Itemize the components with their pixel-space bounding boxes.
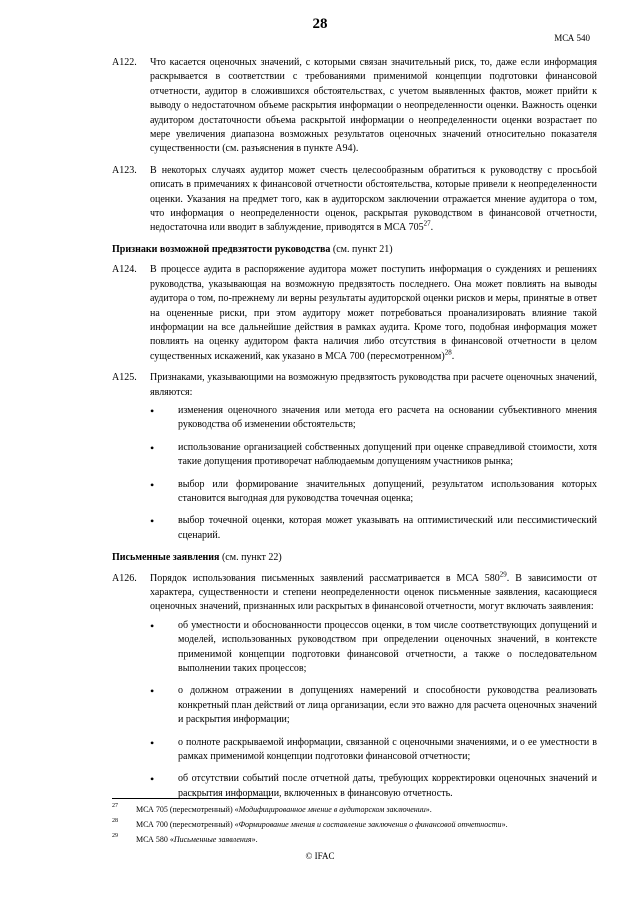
bullet-list <box>150 404 597 543</box>
footnote-divider <box>112 798 272 799</box>
footnote-mark: 29 <box>112 833 118 839</box>
standard-code: МСА 540 <box>554 33 590 43</box>
list-item <box>150 514 597 543</box>
footnote-28 <box>112 820 597 829</box>
section-heading-written-representations <box>112 551 597 565</box>
list-item-text: изменения оценочного значения или метода его расчета на основании субъективного мнения руководства об изменении обстоятельств; <box>178 404 597 431</box>
footnote-title: Письменные заявления <box>173 835 252 844</box>
paragraph-a122 <box>112 56 597 157</box>
bullet-icon: • <box>150 618 155 633</box>
footnote-end: ». <box>501 820 508 829</box>
list-item-text: выбор точечной оценки, которая может указывать на оптимистический или пессимистический сценарий. <box>178 515 597 541</box>
footnote-title: Формирование мнения и составление заключения о финансовой отчетности <box>238 820 502 829</box>
section-heading-ref: (см. пункт 21) <box>330 243 393 255</box>
footnote-title: Модифицированное мнение в аудиторском заключении <box>238 805 426 814</box>
paragraph-tail: . В зависимости от характера, существенности и степени неопределенности оценок письменные заявления, касающиеся оценочных значений, признанных или раскрытых в финансовой отчетности, могут включать заявления: <box>150 572 597 613</box>
paragraph-a126 <box>112 572 597 802</box>
paragraph-text: В процессе аудита в распоряжение аудитора может поступить информация о суждениях и решениях руководства, указывающая на возможную предвзятость последнего. Она может повлиять на выводы аудитора о том, по-прежнему ли верны результаты аудиторской оценки рисков и меры, принятые в ответ на оцененные риски, при этом аудитору может потребоваться проанализировать влияние такой информации на все дальнейшие действия в рамках аудита. Кроме того, подобная информация может повлиять на оценку аудитором факта наличия либо отсутствия в финансовой отчетности в целом существенных искажений, как указано в МСА 700 (пересмотренном) <box>150 264 597 362</box>
list-item-text: выбор или формирование значительных допущений, результатом использования которых становится выгодная для руководства точечная оценка; <box>178 478 597 504</box>
footnote-29 <box>112 835 597 844</box>
footnote-ref[interactable]: 29 <box>499 570 507 579</box>
paragraph-tail: . <box>451 350 455 362</box>
footnote-text: МСА 580 « <box>136 835 174 844</box>
list-item <box>150 736 597 765</box>
list-item-text: использование организацией собственных допущений при оценке справедливой стоимости, хотя такие допущения противоречат наблюдаемым допущениям участников рынка; <box>178 441 597 468</box>
list-item <box>150 772 597 801</box>
list-item-text: об уместности и обоснованности процессов оценки, в том числе соответствующих допущений и моделей, использованных руководством при определении оценочных значений, в контексте применимой концепции подготовки финансовой отчетности, а также о последовательном выполнении таких процессов; <box>178 619 597 675</box>
bullet-icon: • <box>150 735 155 750</box>
footnote-text: МСА 705 (пересмотренный) « <box>136 805 239 814</box>
bullet-icon: • <box>150 514 155 529</box>
paragraph-a123 <box>112 164 597 236</box>
paragraph-text: Что касается оценочных значений, с которыми связан значительный риск, то, даже если информация раскрывается в соответствии с требованиями применимой концепции подготовки финансовой отчетности, аудитор в сложившихся обстоятельствах, с учетом выявленных фактов, может прийти к выводу о недостаточном объеме раскрытия информации о неопределенности оценки. Важность оценки аудитором достаточности объема раскрытой информации о неопределенности оценки возрастает по мере увеличения диапазона возможных результатов оценочных значений относительно показателя существенности (см. разъяснения в пункте A94). <box>150 57 597 155</box>
footnotes <box>112 798 597 850</box>
footnote-ref[interactable]: 27 <box>423 220 431 229</box>
bullet-list <box>150 619 597 801</box>
paragraph-number: A126. <box>112 572 137 584</box>
page-number: 28 <box>312 16 328 32</box>
footnote-mark: 27 <box>112 803 118 809</box>
paragraph-text: Порядок использования письменных заявлений рассматривается в МСА 580 <box>150 572 500 584</box>
footnote-ref[interactable]: 28 <box>444 348 452 357</box>
paragraph-a125 <box>112 371 597 543</box>
paragraph-a124 <box>112 263 597 364</box>
section-heading-title: Письменные заявления <box>112 552 220 564</box>
section-heading-ref: (см. пункт 22) <box>219 552 282 564</box>
list-item <box>150 619 597 677</box>
body-content <box>112 56 597 809</box>
bullet-icon: • <box>150 477 155 492</box>
section-heading-title: Признаки возможной предвзятости руководства <box>112 243 331 255</box>
list-item <box>150 684 597 727</box>
paragraph-number: A124. <box>112 264 137 276</box>
footnote-text: МСА 700 (пересмотренный) « <box>136 820 239 829</box>
paragraph-tail: . <box>430 222 434 234</box>
list-item <box>150 478 597 507</box>
paragraph-text: Признаками, указывающими на возможную предвзятость руководства при расчете оценочных значений, являются: <box>150 372 597 398</box>
copyright-footer: © IFAC <box>305 851 335 861</box>
footnote-mark: 28 <box>112 818 118 824</box>
paragraph-number: A125. <box>112 372 137 384</box>
footnote-27 <box>112 805 597 814</box>
bullet-icon: • <box>150 403 155 418</box>
list-item <box>150 404 597 433</box>
list-item-text: об отсутствии событий после отчетной даты, требующих корректировки оценочных значений и раскрытия информации, включенных в финансовую отчетность. <box>178 773 597 799</box>
bullet-icon: • <box>150 684 155 699</box>
paragraph-number: A123. <box>112 164 137 176</box>
paragraph-text: В некоторых случаях аудитор может счесть целесообразным обратиться к руководству с просьбой описать в примечаниях к финансовой отчетности обстоятельства, которые привели к неопределенности оценки. Указания на предмет того, как в аудиторском заключении отражается мнение аудитора о том, что информация о неопределенности оценок, раскрытая руководством в финансовой отчетности, недостаточна или вводит в заблуждение, приводятся в МСА 705 <box>150 164 597 234</box>
footnote-end: ». <box>251 835 258 844</box>
list-item-text: о должном отражении в допущениях намерений и способности руководства реализовать конкретный план действий от лица организации, если это важно для расчета оценочных значений и раскрытия информации; <box>178 685 597 726</box>
section-heading-bias <box>112 243 597 257</box>
list-item-text: о полноте раскрываемой информации, связанной с оценочными значениями, и о ее уместности в рамках применимой концепции подготовки финансовой отчетности; <box>178 736 597 763</box>
list-item <box>150 441 597 470</box>
footnote-end: ». <box>425 805 432 814</box>
paragraph-number: A122. <box>112 57 137 68</box>
bullet-icon: • <box>150 440 155 455</box>
bullet-icon: • <box>150 772 155 787</box>
